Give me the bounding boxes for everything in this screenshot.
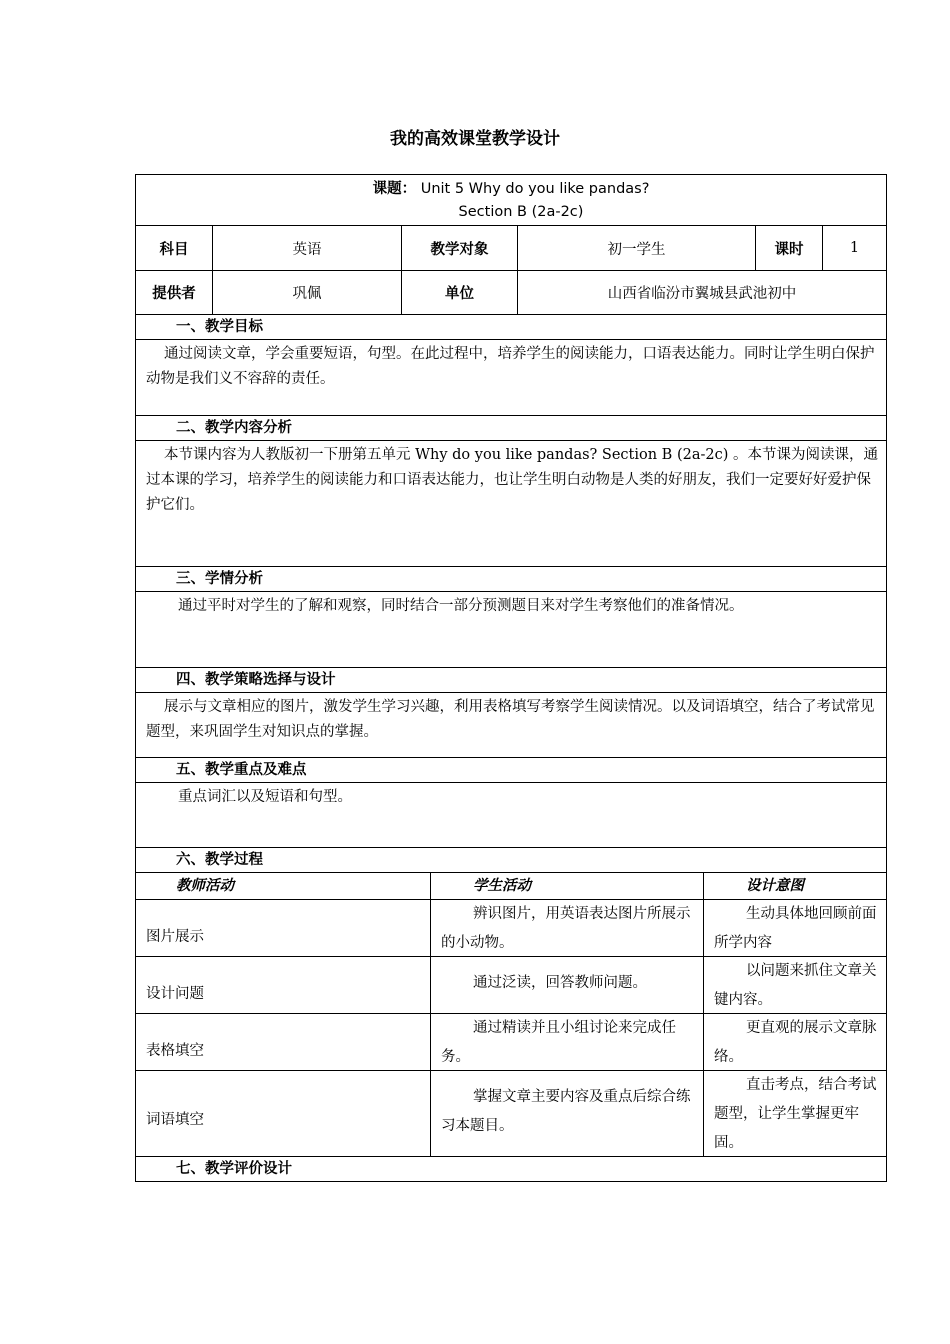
section-1-body: [135, 339, 887, 416]
section-1-heading: 一、教学目标: [135, 314, 887, 340]
table-row-1-purpose: [703, 899, 887, 957]
lesson-title-cell: [135, 174, 887, 226]
section-3-text: 通过平时对学生的了解和观察，同时结合一部分预测题目来对学生考察他们的准备情况。: [178, 598, 744, 614]
table-row-4-purpose: [703, 1070, 887, 1157]
table-row-4-student: [430, 1070, 704, 1157]
section-5-heading: 五、教学重点及难点: [135, 757, 887, 783]
section-2-body: [135, 440, 887, 567]
table-row-3-teacher: [135, 1013, 431, 1071]
student-activity-2: 通过泛读，回答教师问题。: [473, 975, 647, 991]
section-6-heading: 六、教学过程: [135, 847, 887, 873]
process-header-student: 学生活动: [430, 872, 704, 900]
section-3-heading: 三、学情分析: [135, 566, 887, 592]
provider-value: 巩佩: [212, 270, 402, 315]
process-header-purpose: 设计意图: [703, 872, 887, 900]
provider-label: 提供者: [135, 270, 213, 315]
section-4-text: 展示与文章相应的图片，激发学生学习兴趣，利用表格填写考察学生阅读情况。以及词语填空，结合了考试常见题型，来巩固学生对知识点的掌握。: [146, 699, 875, 740]
purpose-2: 以问题来抓住文章关键内容。: [714, 963, 877, 1008]
lesson-line2: Section B (2a-2c): [458, 204, 584, 220]
target-label: 教学对象: [401, 225, 518, 271]
table-row-3-purpose: [703, 1013, 887, 1071]
teacher-activity-3: 表格填空: [146, 1042, 204, 1059]
lesson-line1: Unit 5 Why do you like pandas?: [420, 181, 650, 197]
section-1-text: 通过阅读文章，学会重要短语，句型。在此过程中，培养学生的阅读能力，口语表达能力。同时让学生明白保护动物是我们义不容辞的责任。: [146, 346, 875, 387]
subject-label: 科目: [135, 225, 213, 271]
table-row-2-teacher: [135, 956, 431, 1014]
table-row-1-student: [430, 899, 704, 957]
period-label: 课时: [755, 225, 823, 271]
section-5-text: 重点词汇以及短语和句型。: [178, 789, 352, 805]
purpose-3: 更直观的展示文章脉络。: [714, 1020, 877, 1065]
target-value: 初一学生: [517, 225, 756, 271]
section-7-heading: 七、教学评价设计: [135, 1156, 887, 1182]
student-activity-3: 通过精读并且小组讨论来完成任务。: [441, 1020, 676, 1065]
table-row-2-student: [430, 956, 704, 1014]
student-activity-1: 辨识图片，用英语表达图片所展示的小动物。: [441, 906, 691, 951]
table-row-2-purpose: [703, 956, 887, 1014]
unit-value: 山西省临汾市翼城县武池初中: [517, 270, 887, 315]
unit-label: 单位: [401, 270, 518, 315]
purpose-4: 直击考点，结合考试题型，让学生掌握更牢固。: [714, 1077, 877, 1151]
subject-value: 英语: [212, 225, 402, 271]
teacher-activity-2: 设计问题: [146, 985, 204, 1002]
section-2-heading: 二、教学内容分析: [135, 415, 887, 441]
section-5-body: [135, 782, 887, 848]
purpose-1: 生动具体地回顾前面所学内容: [714, 906, 877, 951]
table-row-4-teacher: [135, 1070, 431, 1157]
section-4-heading: 四、教学策略选择与设计: [135, 667, 887, 693]
lesson-label: 课题：: [372, 181, 417, 197]
section-2-text: 本节课内容为人教版初一下册第五单元 Why do you like pandas? Section B (2a-2c) 。本节课为阅读课，通过本课的学习，培养学生的阅读能力和口语表达能力，也让学生明白动物是人类的好朋友，我们一定要好好爱护保护它们。: [146, 447, 878, 513]
student-activity-4: 掌握文章主要内容及重点后综合练习本题目。: [441, 1089, 691, 1134]
section-4-body: [135, 692, 887, 758]
teacher-activity-1: 图片展示: [146, 928, 204, 945]
table-row-1-teacher: [135, 899, 431, 957]
document-title: 我的高效课堂教学设计: [390, 129, 560, 149]
teacher-activity-4: 词语填空: [146, 1112, 204, 1128]
process-header-teacher: 教师活动: [135, 872, 431, 900]
period-value: 1: [822, 225, 887, 271]
table-row-3-student: [430, 1013, 704, 1071]
section-3-body: [135, 591, 887, 668]
